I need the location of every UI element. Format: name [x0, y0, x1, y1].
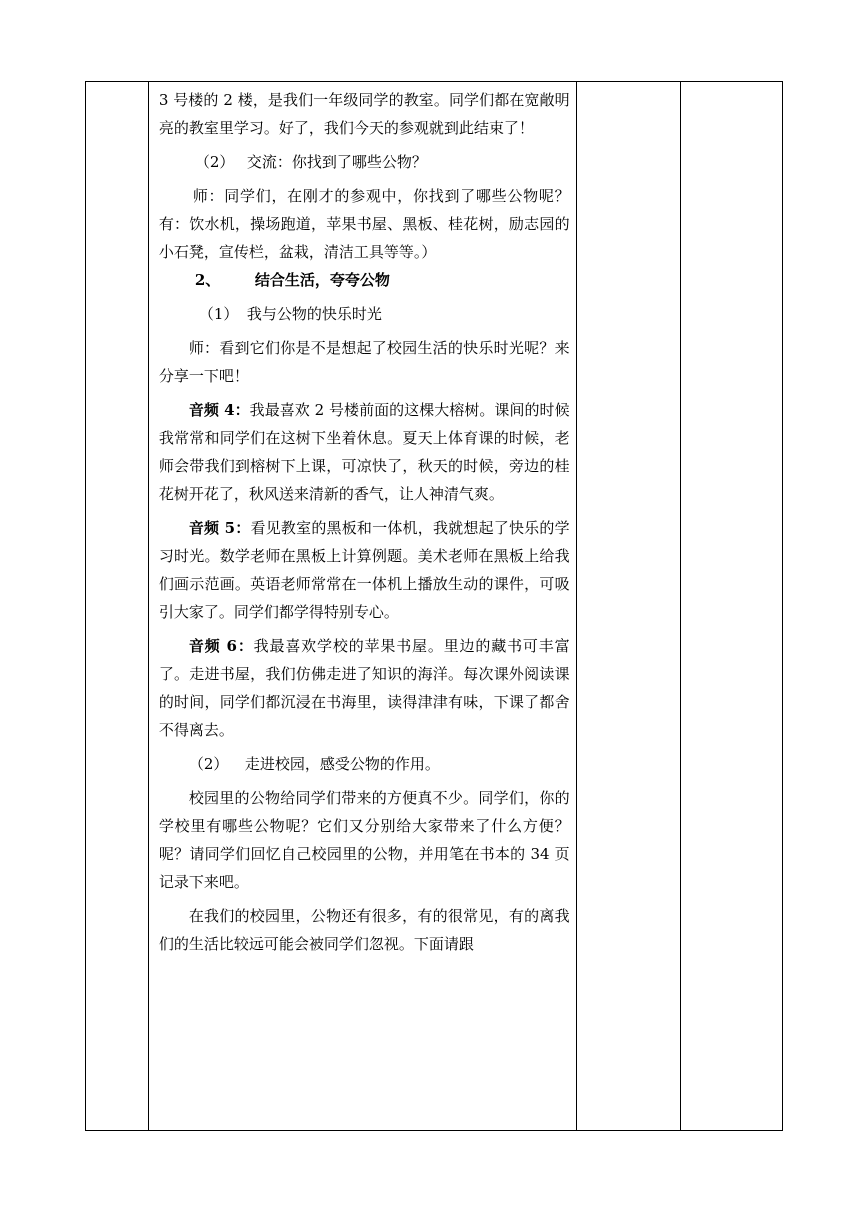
step-2-1: [159, 300, 570, 328]
lesson-table: [85, 81, 783, 1131]
audio-5-label: 音频 5：: [188, 519, 251, 537]
table-column-left: [86, 82, 149, 1130]
step-number: （2）: [194, 153, 235, 171]
intro-paragraph: 3 号楼的 2 楼，是我们一年级同学的教室。同学们都在宽敞明亮的教室里学习。好了，我们今天的参观就到此结束了！: [158, 91, 570, 137]
step-number: （2）: [188, 755, 229, 773]
campus-paragraph: 校园里的公物给同学们带来的方便真不少。同学们，你的学校里有哪些公物呢？它们又分别给大家带来了什么方便？呢？请同学们回忆自己校园里的公物，并用笔在书本的 34 页记录下来吧。: [158, 789, 570, 891]
audio-5-paragraph: [159, 514, 570, 626]
section-title: 结合生活，夸夸公物: [254, 271, 390, 289]
table-column-3: [577, 82, 682, 1130]
section-number: 2、: [194, 271, 221, 289]
audio-4-label: 音频 4：: [188, 401, 250, 419]
table-column-4: [681, 82, 782, 1130]
step-number: （1）: [198, 305, 239, 323]
more-paragraph: 在我们的校园里，公物还有很多，有的很常见，有的离我们的生活比较远可能会被同学们忽视。下面请跟: [158, 907, 570, 953]
step-2-2: [159, 750, 570, 778]
table-column-content: [149, 82, 577, 1130]
step-1-2: [159, 148, 570, 176]
audio-4-text: 我最喜欢 2 号楼前面的这棵大榕树。课间的时候我常常和同学们在这树下坐着休息。夏天上体育课的时候，老师会带我们到榕树下上课，可凉快了，秋天的时候，旁边的桂花树开花了，秋风送来清新的香气，让人神清气爽。: [158, 401, 570, 503]
teacher-paragraph-2: 师：看到它们你是不是想起了校园生活的快乐时光呢？来分享一下吧！: [158, 339, 570, 385]
audio-5-text: 看见教室的黑板和一体机，我就想起了快乐的学习时光。数学老师在黑板上计算例题。美术老师在黑板上给我们画示范画。英语老师常常在一体机上播放生动的课件，可吸引大家了。同学们都学得特别专心。: [158, 519, 570, 621]
audio-4-paragraph: [159, 396, 570, 508]
step-text: 我与公物的快乐时光: [246, 305, 382, 323]
audio-6-label: 音频 6：: [188, 637, 254, 655]
audio-6-paragraph: [159, 632, 570, 744]
audio-6-text: 我最喜欢学校的苹果书屋。里边的藏书可丰富了。走进书屋，我们仿佛走进了知识的海洋。每次课外阅读课的时间，同学们都沉浸在书海里，读得津津有味，下课了都舍不得离去。: [158, 637, 570, 739]
section-heading-2: [159, 266, 570, 294]
step-text: 交流：你找到了哪些公物？: [246, 153, 427, 171]
teacher-paragraph-1: 师：同学们，在刚才的参观中，你找到了哪些公物呢？有：饮水机，操场跑道，苹果书屋、黑板、桂花树，励志园的小石凳，宣传栏，盆栽，清洁工具等等。）: [158, 187, 570, 261]
step-text: 走进校园，感受公物的作用。: [244, 755, 440, 773]
